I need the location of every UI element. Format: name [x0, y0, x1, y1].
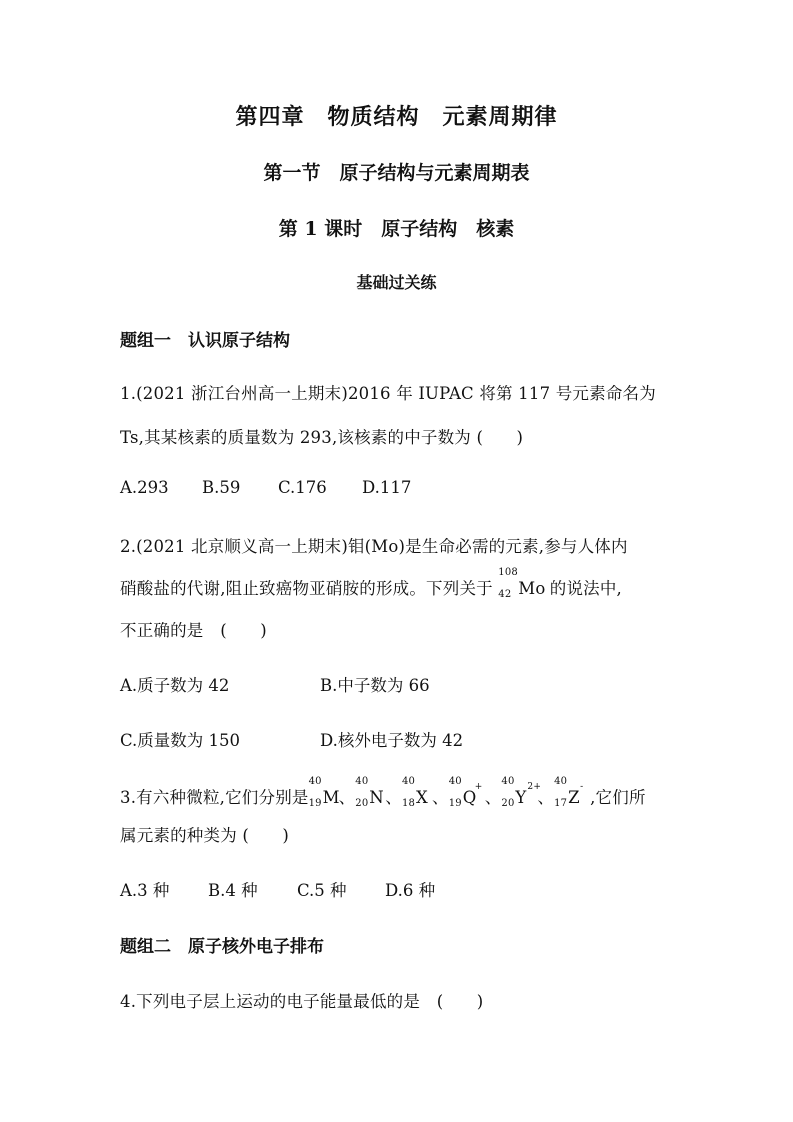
particle-mass-number: 40: [448, 776, 462, 787]
particle-separator: 、: [537, 788, 555, 807]
q3-option-a: A.3 种: [120, 881, 170, 900]
mo-symbol: Mo: [518, 579, 546, 598]
particle-mass-number: 40: [554, 776, 568, 787]
q2-option-c: C.质量数为 150: [120, 731, 241, 750]
group-1-heading: 题组一 认识原子结构: [120, 331, 290, 351]
mo-atomic-number: 42: [498, 589, 512, 600]
q2-line-2: [120, 567, 622, 600]
q3-option-b: B.4 种: [208, 881, 258, 900]
q4-line-1: 4.下列电子层上运动的电子能量最低的是 ( ): [120, 992, 484, 1011]
particle-mass-number: 40: [402, 776, 416, 787]
particle-atomic-number: 19: [448, 798, 462, 809]
group-2-heading: 题组二 原子核外电子排布: [120, 937, 324, 957]
particle-separator: 、: [385, 788, 402, 807]
particle-symbol: Y: [515, 788, 527, 807]
q1-option-a: A.293: [120, 478, 169, 497]
q3-particle-x: [402, 776, 432, 809]
particle-separator: 、: [338, 788, 356, 807]
q2-line-3: 不正确的是 ( ): [120, 621, 267, 640]
q3-post: ,它们所: [590, 788, 646, 807]
mo-nuclide: [498, 567, 546, 600]
particle-mass-number: 40: [308, 776, 322, 787]
particle-separator: 、: [432, 788, 449, 807]
particle-symbol: Q: [462, 788, 477, 807]
particle-symbol: N: [369, 788, 384, 807]
q3-line-2: 属元素的种类为 ( ): [120, 826, 290, 845]
q2-option-d: D.核外电子数为 42: [320, 731, 464, 750]
q2-line-2-pre: 硝酸盐的代谢,阻止致癌物亚硝胺的形成。下列关于: [120, 579, 499, 598]
q3-particle-z: [554, 776, 590, 809]
q3-pre: 3.有六种微粒,它们分别是: [120, 788, 309, 807]
lesson-title: 第 1 课时 原子结构 核素: [278, 218, 515, 240]
q1-line-1: 1.(2021 浙江台州高一上期末)2016 年 IUPAC 将第 117 号元素命名为: [120, 384, 656, 403]
particle-atomic-number: 19: [308, 798, 322, 809]
q1-option-b: B.59: [202, 478, 241, 497]
particle-atomic-number: 17: [554, 798, 568, 809]
q2-line-2-post: 的说法中,: [544, 579, 622, 598]
q3-particles: [308, 776, 591, 809]
mo-mass-number: 108: [498, 567, 518, 578]
particle-atomic-number: 20: [355, 798, 369, 809]
q2-option-b: B.中子数为 66: [320, 676, 430, 695]
q3-particle-m: [308, 776, 340, 809]
q3-particle-y: [501, 776, 542, 809]
particle-symbol: X: [416, 788, 428, 807]
particle-charge: +: [474, 782, 483, 792]
q2-line-1: 2.(2021 北京顺义高一上期末)钼(Mo)是生命必需的元素,参与人体内: [120, 537, 628, 556]
q3-particle-q: [448, 776, 485, 809]
particle-separator: 、: [484, 788, 502, 807]
particle-symbol: Z: [568, 788, 580, 807]
q1-option-c: C.176: [278, 478, 327, 497]
particle-mass-number: 40: [355, 776, 369, 787]
q2-option-a: A.质子数为 42: [120, 676, 230, 695]
particle-atomic-number: 18: [402, 798, 416, 809]
q1-option-d: D.117: [362, 478, 412, 497]
q1-line-2: Ts,其某核素的质量数为 293,该核素的中子数为 ( ): [120, 428, 524, 447]
particle-charge: 2+: [527, 782, 542, 792]
q3-option-d: D.6 种: [385, 881, 436, 900]
q3-option-c: C.5 种: [297, 881, 347, 900]
particle-charge: -: [580, 782, 584, 792]
particle-mass-number: 40: [501, 776, 515, 787]
practice-title: 基础过关练: [356, 273, 437, 292]
chapter-title: 第四章 物质结构 元素周期律: [235, 104, 558, 130]
particle-symbol: M: [322, 788, 340, 807]
particle-atomic-number: 20: [501, 798, 515, 809]
q3-particle-n: [355, 776, 385, 809]
section-title: 第一节 原子结构与元素周期表: [263, 162, 530, 184]
q3-line-1: [120, 776, 646, 809]
